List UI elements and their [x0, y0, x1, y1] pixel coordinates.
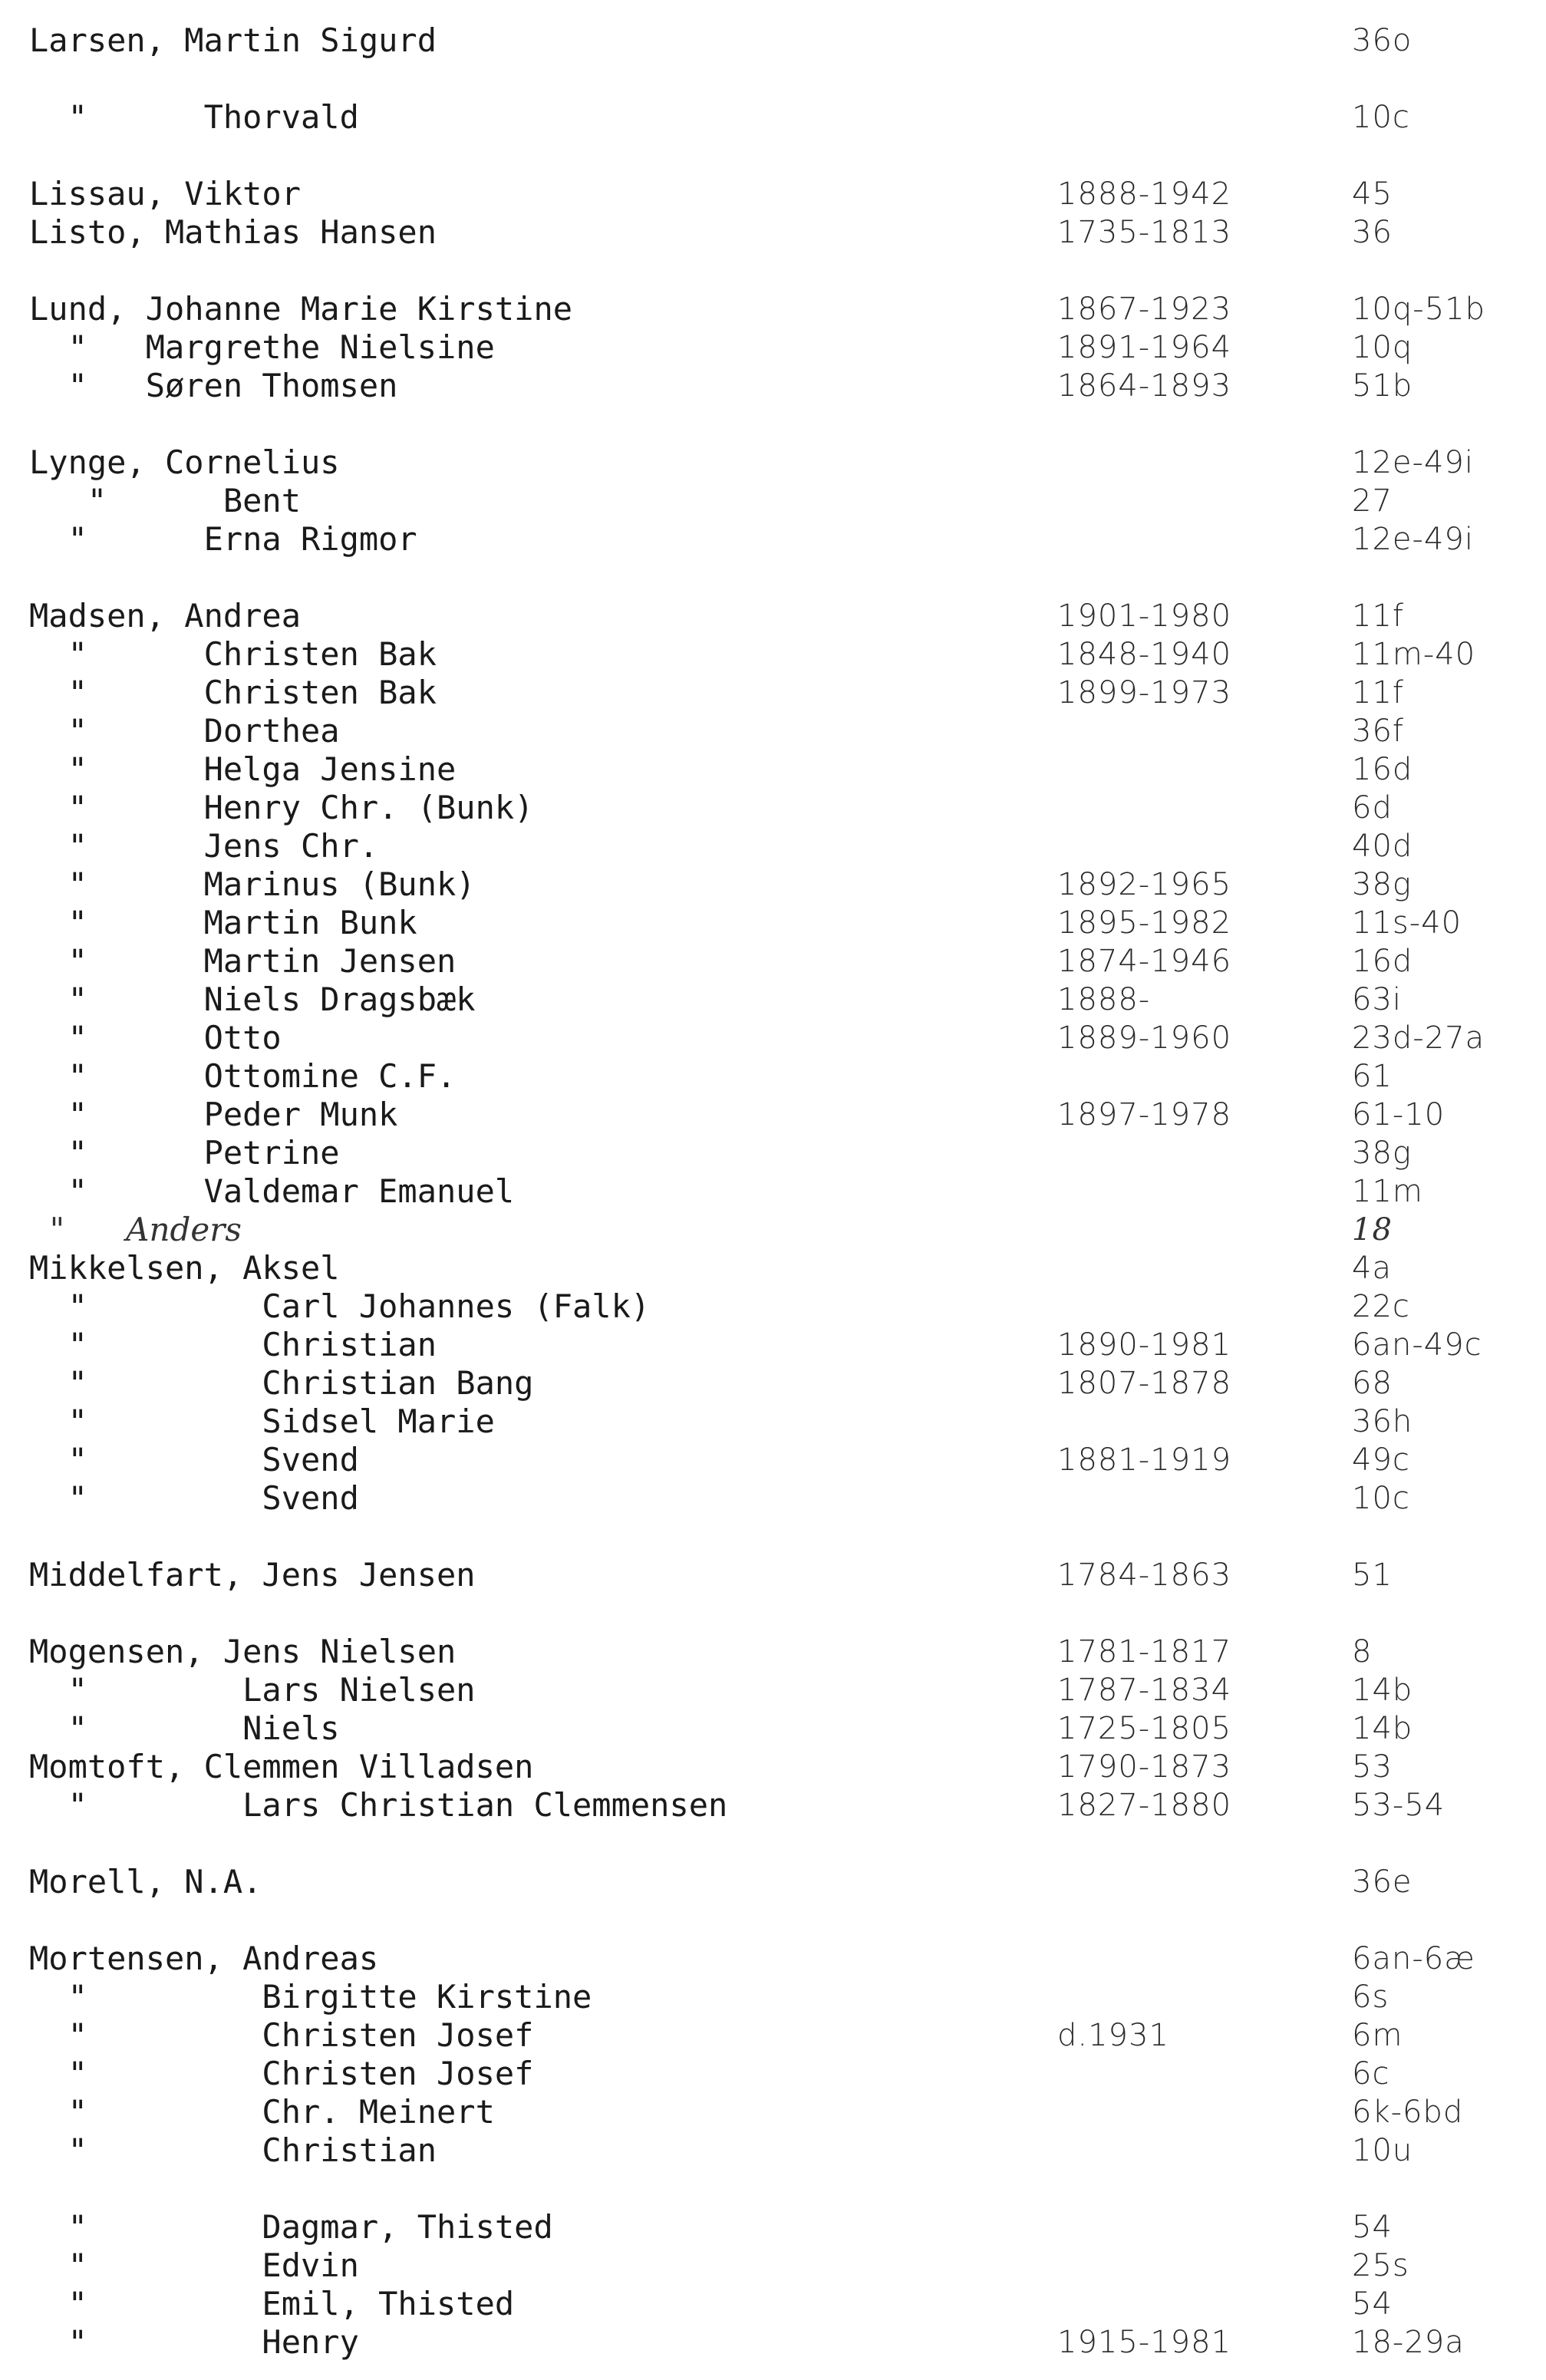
entry-name: Lissau, Viktor [29, 175, 302, 213]
index-entry [0, 21, 1546, 60]
entry-name: " Christen Bak [29, 635, 437, 673]
entry-name: Momtoft, Clemmen Villadsen [29, 1748, 534, 1785]
entry-name: " Margrethe Nielsine [29, 328, 495, 366]
entry-name: " Peder Munk [29, 1096, 398, 1133]
entry-name: " Martin Jensen [29, 942, 457, 980]
entry-reference: 6an-49c [1352, 1327, 1482, 1363]
entry-name: " Dagmar, Thisted [29, 2208, 553, 2246]
entry-dates: 1864-1893 [1057, 368, 1232, 404]
index-entry [0, 2323, 1546, 2362]
entry-reference: 10u [1352, 2133, 1413, 2168]
entry-name: " Ottomine C.F. [29, 1057, 457, 1095]
entry-reference: 61-10 [1352, 1097, 1445, 1132]
entry-reference: 6k-6bd [1352, 2095, 1464, 2130]
index-entry [0, 750, 1546, 789]
entry-dates: 1735-1813 [1057, 215, 1232, 250]
entry-dates: 1827-1880 [1057, 1788, 1232, 1823]
entry-name: " Jens Chr. [29, 827, 379, 865]
index-entry [0, 1786, 1546, 1825]
entry-reference: 54 [1352, 2210, 1393, 2245]
entry-reference: 51 [1352, 1558, 1393, 1593]
entry-reference: 53-54 [1352, 1788, 1445, 1823]
entry-name: " Chr. Meinert [29, 2093, 495, 2131]
entry-name: Middelfart, Jens Jensen [29, 1556, 476, 1594]
index-entry [0, 2055, 1546, 2093]
entry-reference: 36f [1352, 714, 1404, 749]
index-entry [0, 482, 1546, 520]
entry-dates: 1899-1973 [1057, 675, 1232, 710]
index-entry [0, 1364, 1546, 1403]
index-entry [0, 1211, 1546, 1249]
entry-reference: 12e-49i [1352, 445, 1474, 480]
index-entry [0, 328, 1546, 367]
entry-dates: 1725-1805 [1057, 1711, 1232, 1746]
index-entry [0, 2246, 1546, 2285]
index-entry [0, 2208, 1546, 2246]
entry-reference: 40d [1352, 829, 1413, 864]
entry-name: " Emil, Thisted [29, 2285, 515, 2322]
index-entry [0, 1057, 1546, 1096]
index-entry [0, 1096, 1546, 1134]
index-entry [0, 2131, 1546, 2170]
index-entry [0, 1326, 1546, 1364]
index-entry [0, 290, 1546, 328]
index-entry [0, 367, 1546, 405]
entry-reference: 10c [1352, 100, 1410, 135]
entry-dates: 1881-1919 [1057, 1442, 1232, 1478]
entry-reference: 4a [1352, 1251, 1392, 1286]
entry-reference: 11f [1352, 675, 1404, 710]
entry-dates: 1888- [1057, 982, 1151, 1017]
entry-dates: 1781-1817 [1057, 1634, 1232, 1670]
entry-name: Mogensen, Jens Nielsen [29, 1633, 457, 1670]
entry-name: " Lars Christian Clemmensen [29, 1786, 728, 1824]
entry-dates: 1915-1981 [1057, 2325, 1232, 2360]
index-entry [0, 1978, 1546, 2016]
entry-reference: 11f [1352, 598, 1404, 634]
entry-name: Lynge, Cornelius [29, 443, 340, 481]
entry-name: " Carl Johannes (Falk) [29, 1287, 651, 1325]
index-entry [0, 1556, 1546, 1594]
index-entry [0, 1671, 1546, 1709]
entry-name: " Christian [29, 1326, 437, 1363]
entry-dates: 1892-1965 [1057, 867, 1232, 902]
index-entry [0, 1709, 1546, 1748]
entry-reference: 27 [1352, 483, 1393, 519]
entry-reference: 45 [1352, 176, 1393, 212]
index-entry [0, 827, 1546, 865]
entry-reference: 68 [1352, 1366, 1393, 1401]
entry-reference: 11m-40 [1352, 637, 1476, 672]
entry-name: Lund, Johanne Marie Kirstine [29, 290, 573, 328]
entry-reference: 36 [1352, 215, 1393, 250]
entry-name: " Valdemar Emanuel [29, 1172, 515, 1210]
entry-name: " Christian Bang [29, 1364, 534, 1402]
index-entry [0, 1441, 1546, 1479]
entry-reference: 22c [1352, 1289, 1410, 1324]
entry-name: " Anders [29, 1211, 242, 1248]
index-entry [0, 98, 1546, 137]
entry-name: " Svend [29, 1441, 359, 1478]
index-entry [0, 1479, 1546, 1518]
index-entry [0, 2285, 1546, 2323]
entry-reference: 14b [1352, 1711, 1413, 1746]
index-entry [0, 1287, 1546, 1326]
index-entry [0, 635, 1546, 674]
entry-dates: 1807-1878 [1057, 1366, 1232, 1401]
index-entry [0, 1633, 1546, 1671]
entry-name: " Niels [29, 1709, 340, 1747]
entry-dates: 1895-1982 [1057, 905, 1232, 941]
entry-name: " Martin Bunk [29, 904, 417, 941]
entry-reference: 6d [1352, 790, 1393, 826]
entry-name: " Petrine [29, 1134, 340, 1172]
entry-dates: 1901-1980 [1057, 598, 1232, 634]
entry-reference: 8 [1352, 1634, 1373, 1670]
entry-name: " Sidsel Marie [29, 1403, 495, 1440]
entry-reference: 11s-40 [1352, 905, 1462, 941]
index-entry [0, 981, 1546, 1019]
entry-reference: 10q-51b [1352, 292, 1486, 327]
entry-dates: d.1931 [1057, 2018, 1169, 2053]
entry-dates: 1897-1978 [1057, 1097, 1232, 1132]
entry-dates: 1891-1964 [1057, 330, 1232, 365]
entry-name: Listo, Mathias Hansen [29, 213, 437, 251]
entry-name: " Dorthea [29, 712, 340, 750]
index-entry [0, 213, 1546, 252]
entry-dates: 1790-1873 [1057, 1749, 1232, 1785]
entry-dates: 1874-1946 [1057, 944, 1232, 979]
entry-dates: 1787-1834 [1057, 1673, 1232, 1708]
entry-dates: 1784-1863 [1057, 1558, 1232, 1593]
index-entry [0, 789, 1546, 827]
entry-name: " Marinus (Bunk) [29, 865, 476, 903]
entry-reference: 23d-27a [1352, 1020, 1485, 1056]
entry-dates: 1888-1942 [1057, 176, 1232, 212]
entry-name: " Svend [29, 1479, 359, 1517]
entry-dates: 1867-1923 [1057, 292, 1232, 327]
entry-reference: 49c [1352, 1442, 1410, 1478]
index-entry [0, 1172, 1546, 1211]
entry-reference: 6an-6æ [1352, 1941, 1475, 1976]
entry-name: " Christen Bak [29, 674, 437, 711]
entry-name: " Henry [29, 2323, 359, 2361]
index-entry [0, 2093, 1546, 2131]
index-entry [0, 1403, 1546, 1441]
entry-name: " Lars Nielsen [29, 1671, 476, 1709]
entry-dates: 1889-1960 [1057, 1020, 1232, 1056]
entry-name: " Christen Josef [29, 2055, 534, 2092]
entry-reference: 25s [1352, 2248, 1409, 2283]
entry-reference: 36h [1352, 1404, 1413, 1439]
index-entry [0, 1134, 1546, 1172]
entry-name: " Christian [29, 2131, 437, 2169]
entry-name: " Bent [29, 482, 302, 519]
entry-reference: 36e [1352, 1864, 1412, 1900]
entry-reference: 14b [1352, 1673, 1413, 1708]
entry-reference: 10c [1352, 1481, 1410, 1516]
entry-name: " Henry Chr. (Bunk) [29, 789, 534, 826]
entry-name: Mikkelsen, Aksel [29, 1249, 340, 1287]
index-entry [0, 443, 1546, 482]
entry-reference: 16d [1352, 944, 1413, 979]
entry-name: " Thorvald [29, 98, 359, 136]
entry-reference: 51b [1352, 368, 1413, 404]
index-entry [0, 175, 1546, 213]
index-entry [0, 865, 1546, 904]
index-entry [0, 712, 1546, 750]
entry-name: " Erna Rigmor [29, 520, 417, 558]
entry-reference: 6m [1352, 2018, 1403, 2053]
entry-reference: 36o [1352, 23, 1412, 58]
entry-reference: 12e-49i [1352, 522, 1474, 557]
entry-name: " Otto [29, 1019, 282, 1056]
entry-name: Mortensen, Andreas [29, 1940, 379, 1977]
entry-reference: 11m [1352, 1174, 1423, 1209]
entry-reference: 38g [1352, 867, 1412, 902]
index-entry [0, 597, 1546, 635]
index-entry [0, 942, 1546, 981]
index-entry [0, 1863, 1546, 1901]
index-entry [0, 1019, 1546, 1057]
entry-name: Larsen, Martin Sigurd [29, 21, 437, 59]
index-entry [0, 1940, 1546, 1978]
index-entry [0, 520, 1546, 559]
entry-name: " Birgitte Kirstine [29, 1978, 592, 2016]
entry-reference: 63i [1352, 982, 1403, 1017]
index-entry [0, 674, 1546, 712]
entry-name: " Christen Josef [29, 2016, 534, 2054]
entry-reference: 6s [1352, 1979, 1389, 2015]
entry-name: " Niels Dragsbæk [29, 981, 476, 1018]
entry-name: " Edvin [29, 2246, 359, 2284]
index-entry [0, 1748, 1546, 1786]
entry-reference: 54 [1352, 2286, 1393, 2322]
entry-reference: 18 [1352, 1212, 1393, 1248]
entry-reference: 6c [1352, 2056, 1390, 2092]
entry-reference: 10q [1352, 330, 1413, 365]
index-entry [0, 904, 1546, 942]
entry-reference: 38g [1352, 1136, 1412, 1171]
entry-reference: 53 [1352, 1749, 1393, 1785]
entry-reference: 16d [1352, 752, 1413, 787]
index-entry [0, 2016, 1546, 2055]
index-entry [0, 1249, 1546, 1287]
entry-name: " Søren Thomsen [29, 367, 398, 404]
entry-name: Madsen, Andrea [29, 597, 302, 635]
entry-reference: 61 [1352, 1059, 1393, 1094]
entry-dates: 1848-1940 [1057, 637, 1232, 672]
entry-name: Morell, N.A. [29, 1863, 262, 1900]
entry-reference: 18-29a [1352, 2325, 1465, 2360]
entry-dates: 1890-1981 [1057, 1327, 1232, 1363]
entry-name: " Helga Jensine [29, 750, 457, 788]
